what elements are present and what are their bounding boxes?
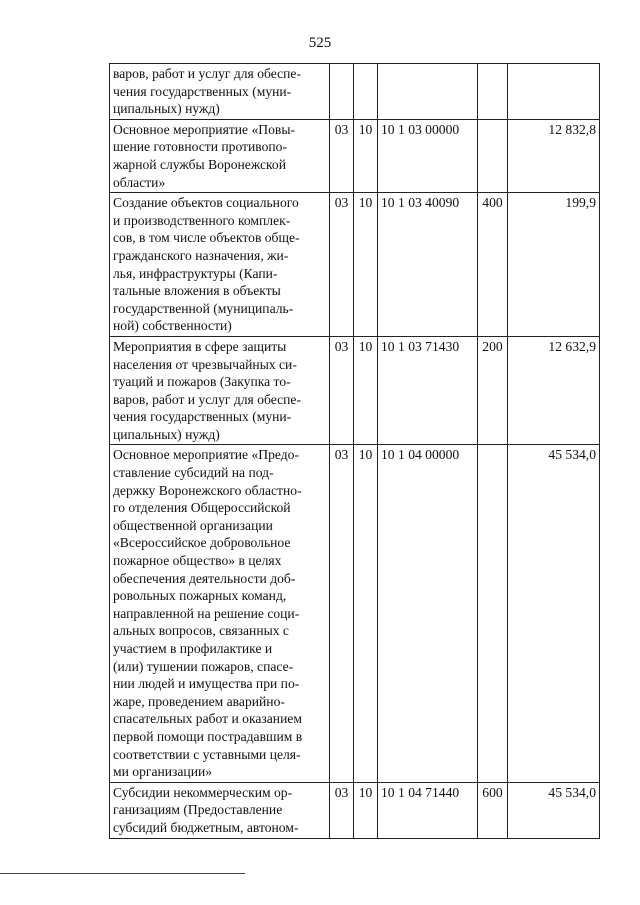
table-row — [110, 445, 600, 782]
row-subsection-text: 10 — [358, 338, 373, 354]
row-expense-type-cell — [478, 193, 508, 337]
table-row — [110, 193, 600, 337]
row-name-text: Субсидии некоммерческим ор- ганизациям (Предоставление субсидий бюджетным, автоном- — [113, 784, 299, 835]
table-row — [110, 336, 600, 445]
row-subsection-cell — [354, 193, 378, 337]
row-subsection-cell — [354, 445, 378, 782]
row-target-article-text: 10 1 03 40090 — [381, 195, 460, 211]
row-target-article-cell — [378, 193, 478, 337]
row-section-cell — [330, 336, 354, 445]
row-target-article-cell — [378, 64, 478, 120]
table-row — [110, 64, 600, 120]
row-amount-text: 12 632,9 — [548, 338, 596, 354]
row-target-article-text: 10 1 04 71440 — [381, 784, 460, 800]
row-amount-cell — [508, 193, 600, 337]
table-row — [110, 782, 600, 838]
row-target-article-cell — [378, 119, 478, 192]
row-target-article-text: 10 1 03 00000 — [381, 121, 460, 137]
row-target-article-text: 10 1 03 71430 — [381, 338, 460, 354]
row-section-cell — [330, 119, 354, 192]
page-number: 525 — [308, 35, 332, 51]
row-subsection-text: 10 — [358, 447, 373, 463]
row-section-text: 03 — [334, 447, 349, 463]
row-subsection-text: 10 — [358, 195, 373, 211]
row-expense-type-cell — [478, 782, 508, 838]
row-subsection-cell — [354, 336, 378, 445]
row-section-cell — [330, 445, 354, 782]
row-name-text: Основное мероприятие «Повы- шение готовности противопо- жарной службы Воронежской области» — [113, 121, 295, 190]
row-target-article-cell — [378, 445, 478, 782]
row-target-article-text: 10 1 04 00000 — [381, 447, 460, 463]
row-expense-type-cell — [478, 336, 508, 445]
row-section-cell — [330, 782, 354, 838]
footer-divider — [0, 873, 245, 874]
row-name-cell — [110, 782, 330, 838]
row-name-cell — [110, 445, 330, 782]
row-section-cell — [330, 193, 354, 337]
row-name-text: Создание объектов социального и производственного комплек- сов, в том числе объектов обще- гражданского назначения, жи- лья, инфраструктуры (Капи- тальные вложения в объекты государственной (муниципаль- ной) собственности) — [113, 195, 300, 334]
row-name-cell — [110, 193, 330, 337]
row-expense-type-cell — [478, 119, 508, 192]
row-target-article-cell — [378, 782, 478, 838]
row-subsection-text: 10 — [358, 121, 373, 137]
budget-table — [109, 63, 600, 839]
row-name-cell — [110, 336, 330, 445]
row-expense-type-cell — [478, 445, 508, 782]
row-amount-text: 12 832,8 — [548, 121, 596, 137]
row-expense-type-text: 200 — [482, 338, 503, 354]
row-expense-type-text: 400 — [482, 195, 503, 211]
row-name-cell — [110, 119, 330, 192]
row-target-article-cell — [378, 336, 478, 445]
row-amount-cell — [508, 782, 600, 838]
row-expense-type-text: 600 — [482, 784, 503, 800]
budget-table-body — [110, 64, 600, 839]
row-name-text: варов, работ и услуг для обеспе- чения государственных (муни- ципальных) нужд) — [113, 66, 301, 117]
row-amount-cell — [508, 445, 600, 782]
row-amount-text: 45 534,0 — [548, 784, 596, 800]
row-section-text: 03 — [334, 784, 349, 800]
row-section-text: 03 — [334, 195, 349, 211]
row-section-text: 03 — [334, 338, 349, 354]
row-subsection-cell — [354, 119, 378, 192]
row-subsection-cell — [354, 64, 378, 120]
row-subsection-text: 10 — [358, 784, 373, 800]
table-row — [110, 119, 600, 192]
row-subsection-cell — [354, 782, 378, 838]
row-amount-text: 45 534,0 — [548, 447, 596, 463]
row-amount-cell — [508, 119, 600, 192]
row-name-text: Мероприятия в сфере защиты населения от чрезвычайных си- туаций и пожаров (Закупка то- варов, работ и услуг для обеспе- чения государственных (муни- ципальных) нужд) — [113, 338, 301, 442]
row-section-text: 03 — [334, 121, 349, 137]
row-name-text: Основное мероприятие «Предо- ставление субсидий на под- держку Воронежского областно- го отделения Общероссийской общественной организации «Всероссийское добровольное пожарное общество» в целях обеспечения деятельности доб- ровольных пожарных команд, направленной на решение соци- альных вопросов, связанных с участием в профилактике и (или) тушении пожаров, спасе- нии людей и имущества при по- жаре, проведением аварийно- спасательных работ и оказанием первой помощи пострадавшим в соответствии с уставными целя- ми организации» — [113, 447, 303, 780]
row-amount-cell — [508, 336, 600, 445]
row-amount-text: 199,9 — [565, 195, 596, 211]
row-name-cell — [110, 64, 330, 120]
row-section-cell — [330, 64, 354, 120]
row-expense-type-cell — [478, 64, 508, 120]
row-amount-cell — [508, 64, 600, 120]
